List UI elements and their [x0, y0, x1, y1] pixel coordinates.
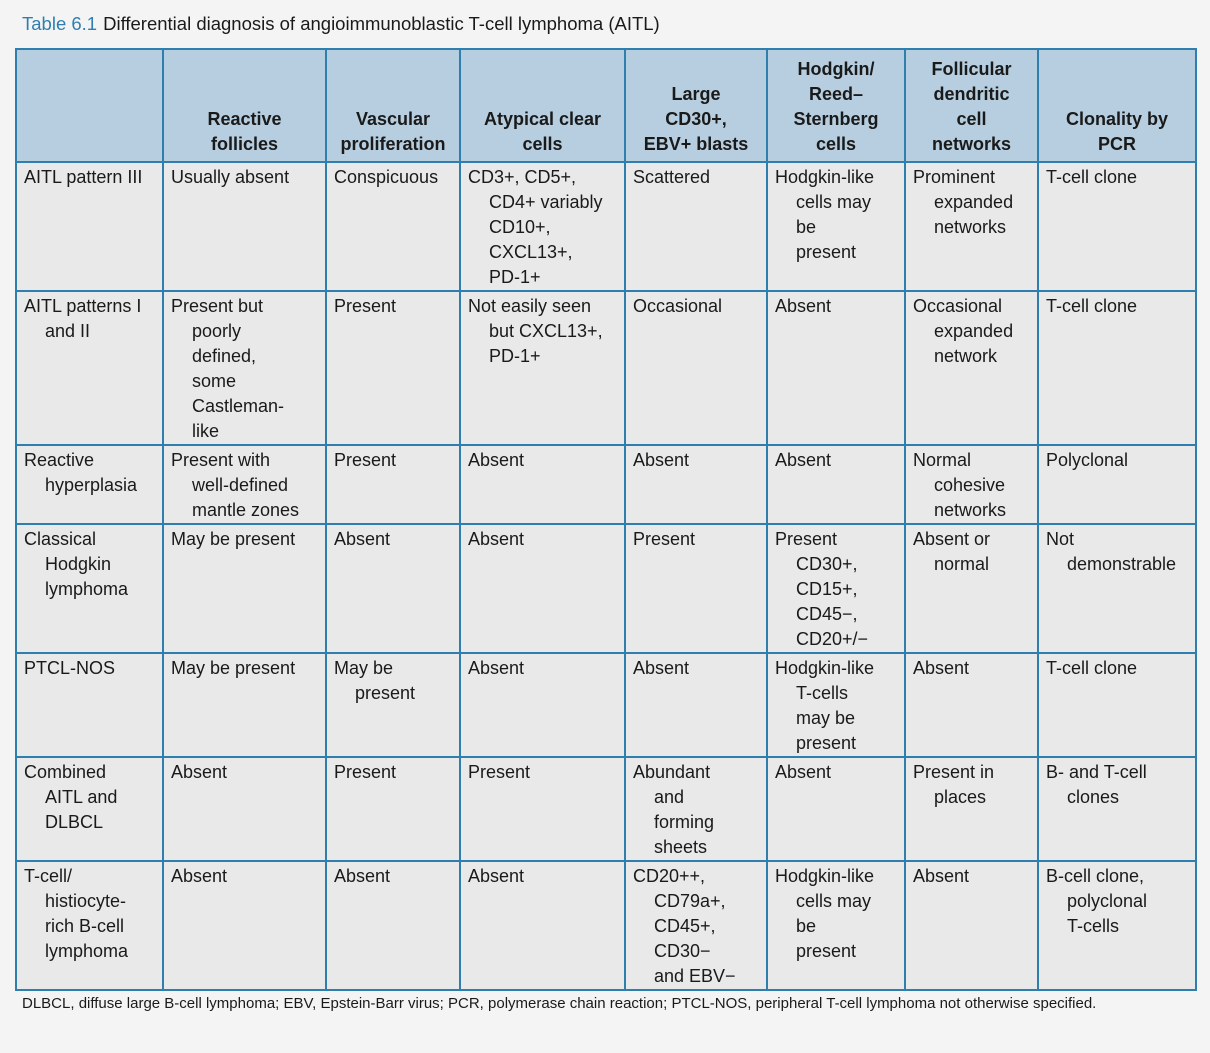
header-row	[16, 49, 1196, 162]
table-cell	[767, 445, 905, 524]
row-label-line: lymphoma	[45, 941, 129, 961]
table-caption	[22, 13, 660, 35]
cell-text-line: CD45−,	[796, 604, 858, 624]
cell-text-line: cohesive	[934, 475, 1006, 495]
cell-text-line: Present	[334, 762, 397, 782]
cell-text-line: mantle zones	[192, 500, 300, 520]
table-cell	[1038, 757, 1196, 861]
table-cell	[326, 445, 460, 524]
row-label-line: Reactive	[24, 450, 95, 470]
cell-text-line: Absent	[913, 866, 970, 886]
table-cell	[905, 757, 1038, 861]
column-header-line: cells	[522, 134, 563, 154]
table-cell	[326, 757, 460, 861]
cell-text-line: but CXCL13+,	[489, 321, 603, 341]
cell-text-line: normal	[934, 554, 990, 574]
table-cell	[905, 861, 1038, 990]
cell-text-line: T-cell clone	[1046, 167, 1138, 187]
column-header-line: proliferation	[340, 134, 446, 154]
cell-text-line: CD30+,	[796, 554, 858, 574]
table-cell	[326, 861, 460, 990]
table-row	[16, 291, 1196, 445]
table-row	[16, 757, 1196, 861]
row-label-line: DLBCL	[45, 812, 104, 832]
cell-text-line: expanded	[934, 192, 1014, 212]
table-cell	[460, 524, 625, 653]
cell-text-line: Absent	[171, 762, 228, 782]
table-cell	[767, 162, 905, 291]
table-cell	[460, 757, 625, 861]
table-container	[15, 48, 1195, 991]
cell-text-line: CD10+,	[489, 217, 551, 237]
table-cell	[905, 524, 1038, 653]
column-header-line: PCR	[1097, 134, 1136, 154]
cell-text-line: defined,	[192, 346, 257, 366]
table-cell	[625, 757, 767, 861]
cell-text-line: Occasional	[633, 296, 723, 316]
cell-text-line: Abundant	[633, 762, 711, 782]
cell-text-line: Hodgkin-like	[775, 866, 875, 886]
header-cell-empty	[16, 49, 163, 162]
cell-text-line: Conspicuous	[334, 167, 439, 187]
cell-text-line: clones	[1067, 787, 1120, 807]
cell-text-line: demonstrable	[1067, 554, 1177, 574]
table-body	[16, 162, 1196, 990]
cell-text-line: Absent	[633, 658, 690, 678]
cell-text-line: Polyclonal	[1046, 450, 1129, 470]
cell-text-line: Hodgkin-like	[775, 167, 875, 187]
table-cell	[163, 291, 326, 445]
row-label-cell	[16, 861, 163, 990]
cell-text-line: networks	[934, 217, 1007, 237]
cell-text-line: T-cells	[1067, 916, 1120, 936]
cell-text-line: Usually absent	[171, 167, 290, 187]
table-cell	[767, 653, 905, 757]
table-cell	[767, 861, 905, 990]
cell-text-line: and	[654, 787, 685, 807]
table-cell	[460, 653, 625, 757]
table-cell	[460, 291, 625, 445]
cell-text-line: Present in	[913, 762, 995, 782]
table-cell	[163, 653, 326, 757]
cell-text-line: CD3+, CD5+,	[468, 167, 577, 187]
cell-text-line: Present with	[171, 450, 271, 470]
table-cell	[460, 861, 625, 990]
table-row	[16, 445, 1196, 524]
cell-text-line: Absent	[775, 296, 832, 316]
cell-text-line: Absent	[468, 866, 525, 886]
table-cell	[163, 757, 326, 861]
cell-text-line: CD4+ variably	[489, 192, 603, 212]
row-label-line: AITL pattern III	[24, 167, 143, 187]
cell-text-line: Prominent	[913, 167, 996, 187]
table-cell	[1038, 291, 1196, 445]
cell-text-line: some	[192, 371, 237, 391]
cell-text-line: poorly	[192, 321, 242, 341]
column-header	[326, 49, 460, 162]
column-header-line: Follicular	[931, 59, 1012, 79]
cell-text-line: cells may	[796, 192, 872, 212]
cell-text-line: CD20+/−	[796, 629, 869, 649]
table-cell	[460, 445, 625, 524]
table-cell	[905, 291, 1038, 445]
column-header	[163, 49, 326, 162]
column-header-line: Reactive	[207, 109, 282, 129]
row-label-line: histiocyte-	[45, 891, 127, 911]
cell-text-line: Castleman-	[192, 396, 285, 416]
row-label-line: lymphoma	[45, 579, 129, 599]
table-cell	[767, 291, 905, 445]
table-cell	[1038, 524, 1196, 653]
cell-text-line: network	[934, 346, 998, 366]
column-header-line: cell	[956, 109, 987, 129]
cell-text-line: Normal	[913, 450, 972, 470]
column-header-line: dendritic	[933, 84, 1010, 104]
table-cell	[1038, 653, 1196, 757]
cell-text-line: Absent	[775, 450, 832, 470]
cell-text-line: T-cells	[796, 683, 849, 703]
cell-text-line: Present but	[171, 296, 264, 316]
cell-text-line: Absent	[468, 529, 525, 549]
cell-text-line: like	[192, 421, 220, 441]
row-label-line: AITL patterns I	[24, 296, 142, 316]
column-header-line: Vascular	[355, 109, 431, 129]
table-cell	[767, 524, 905, 653]
column-header	[460, 49, 625, 162]
cell-text-line: Absent	[468, 658, 525, 678]
column-header-line: Hodgkin/	[797, 59, 875, 79]
column-header-line: Sternberg	[793, 109, 879, 129]
cell-text-line: Absent	[633, 450, 690, 470]
column-header-line: Clonality by	[1065, 109, 1168, 129]
table-cell	[905, 653, 1038, 757]
cell-text-line: Present	[468, 762, 531, 782]
cell-text-line: be	[796, 916, 817, 936]
column-header-line: networks	[931, 134, 1012, 154]
cell-text-line: Absent	[171, 866, 228, 886]
table-cell	[326, 524, 460, 653]
table-cell	[163, 162, 326, 291]
table-row	[16, 653, 1196, 757]
table-header	[16, 49, 1196, 162]
column-header-line: follicles	[210, 134, 279, 154]
table-cell	[767, 757, 905, 861]
cell-text-line: polyclonal	[1067, 891, 1148, 911]
table-cell	[163, 524, 326, 653]
cell-text-line: present	[796, 941, 857, 961]
row-label-line: Hodgkin	[45, 554, 112, 574]
column-header	[905, 49, 1038, 162]
cell-text-line: Present	[334, 296, 397, 316]
cell-text-line: present	[355, 683, 416, 703]
row-label-line: and II	[45, 321, 91, 341]
table-cell	[460, 162, 625, 291]
row-label-cell	[16, 445, 163, 524]
cell-text-line: PD-1+	[489, 267, 541, 287]
row-label-cell	[16, 757, 163, 861]
table-number: Table 6.1	[22, 13, 98, 34]
column-header	[1038, 49, 1196, 162]
row-label-line: Classical	[24, 529, 97, 549]
cell-text-line: cells may	[796, 891, 872, 911]
column-header	[625, 49, 767, 162]
cell-text-line: PD-1+	[489, 346, 541, 366]
row-label-cell	[16, 291, 163, 445]
cell-text-line: Absent	[334, 529, 391, 549]
table-cell	[1038, 861, 1196, 990]
column-header-line: Large	[671, 84, 721, 104]
cell-text-line: T-cell clone	[1046, 296, 1138, 316]
cell-text-line: May be present	[171, 529, 296, 549]
cell-text-line: CD15+,	[796, 579, 858, 599]
cell-text-line: be	[796, 217, 817, 237]
cell-text-line: present	[796, 733, 857, 753]
cell-text-line: Absent	[913, 658, 970, 678]
table-cell	[163, 445, 326, 524]
table-cell	[1038, 162, 1196, 291]
cell-text-line: CD45+,	[654, 916, 716, 936]
cell-text-line: forming	[654, 812, 715, 832]
cell-text-line: Scattered	[633, 167, 711, 187]
cell-text-line: CXCL13+,	[489, 242, 573, 262]
cell-text-line: Absent	[468, 450, 525, 470]
cell-text-line: CD30−	[654, 941, 711, 961]
table-cell	[326, 291, 460, 445]
row-label-line: PTCL-NOS	[24, 658, 116, 678]
table-cell	[625, 861, 767, 990]
table-row	[16, 162, 1196, 291]
cell-text-line: Not	[1046, 529, 1075, 549]
table-cell	[625, 162, 767, 291]
column-header-line: EBV+ blasts	[643, 134, 749, 154]
column-header-line: CD30+,	[665, 109, 727, 129]
table-row	[16, 524, 1196, 653]
cell-text-line: Hodgkin-like	[775, 658, 875, 678]
table-cell	[326, 162, 460, 291]
table-cell	[625, 445, 767, 524]
cell-text-line: May be present	[171, 658, 296, 678]
table-cell	[163, 861, 326, 990]
column-header-line: Reed–	[808, 84, 864, 104]
cell-text-line: Present	[633, 529, 696, 549]
cell-text-line: and EBV−	[654, 966, 736, 986]
cell-text-line: expanded	[934, 321, 1014, 341]
table-cell	[625, 653, 767, 757]
table-footnote: DLBCL, diffuse large B-cell lymphoma; EBV, Epstein-Barr virus; PCR, polymerase chain reaction; PTCL-NOS, peripheral T-cell lymphoma not otherwise specified.	[22, 995, 1097, 1012]
row-label-line: Combined	[24, 762, 107, 782]
row-label-line: rich B-cell	[45, 916, 125, 936]
cell-text-line: Not easily seen	[468, 296, 592, 316]
cell-text-line: Present	[334, 450, 397, 470]
row-label-cell	[16, 524, 163, 653]
cell-text-line: Present	[775, 529, 838, 549]
table-cell	[326, 653, 460, 757]
cell-text-line: places	[934, 787, 987, 807]
column-header-line: cells	[815, 134, 857, 154]
table-cell	[905, 162, 1038, 291]
cell-text-line: present	[796, 242, 857, 262]
cell-text-line: Absent	[775, 762, 832, 782]
cell-text-line: Absent or	[913, 529, 991, 549]
row-label-cell	[16, 653, 163, 757]
cell-text-line: B- and T-cell	[1046, 762, 1147, 782]
table-cell	[905, 445, 1038, 524]
table-cell	[625, 524, 767, 653]
cell-text-line: sheets	[654, 837, 708, 857]
cell-text-line: B-cell clone,	[1046, 866, 1145, 886]
column-header-line: Atypical clear	[483, 109, 602, 129]
cell-text-line: Absent	[334, 866, 391, 886]
cell-text-line: well-defined	[192, 475, 289, 495]
cell-text-line: CD20++,	[633, 866, 706, 886]
row-label-cell	[16, 162, 163, 291]
row-label-line: hyperplasia	[45, 475, 138, 495]
row-label-line: AITL and	[45, 787, 118, 807]
cell-text-line: may be	[796, 708, 856, 728]
column-header	[767, 49, 905, 162]
cell-text-line: T-cell clone	[1046, 658, 1138, 678]
cell-text-line: CD79a+,	[654, 891, 726, 911]
table-title: Differential diagnosis of angioimmunoblastic T-cell lymphoma (AITL)	[103, 13, 660, 34]
cell-text-line: Occasional	[913, 296, 1003, 316]
diagnosis-table	[15, 48, 1197, 991]
table-cell	[1038, 445, 1196, 524]
table-row	[16, 861, 1196, 990]
row-label-line: T-cell/	[24, 866, 73, 886]
table-cell	[625, 291, 767, 445]
cell-text-line: May be	[334, 658, 394, 678]
cell-text-line: networks	[934, 500, 1007, 520]
